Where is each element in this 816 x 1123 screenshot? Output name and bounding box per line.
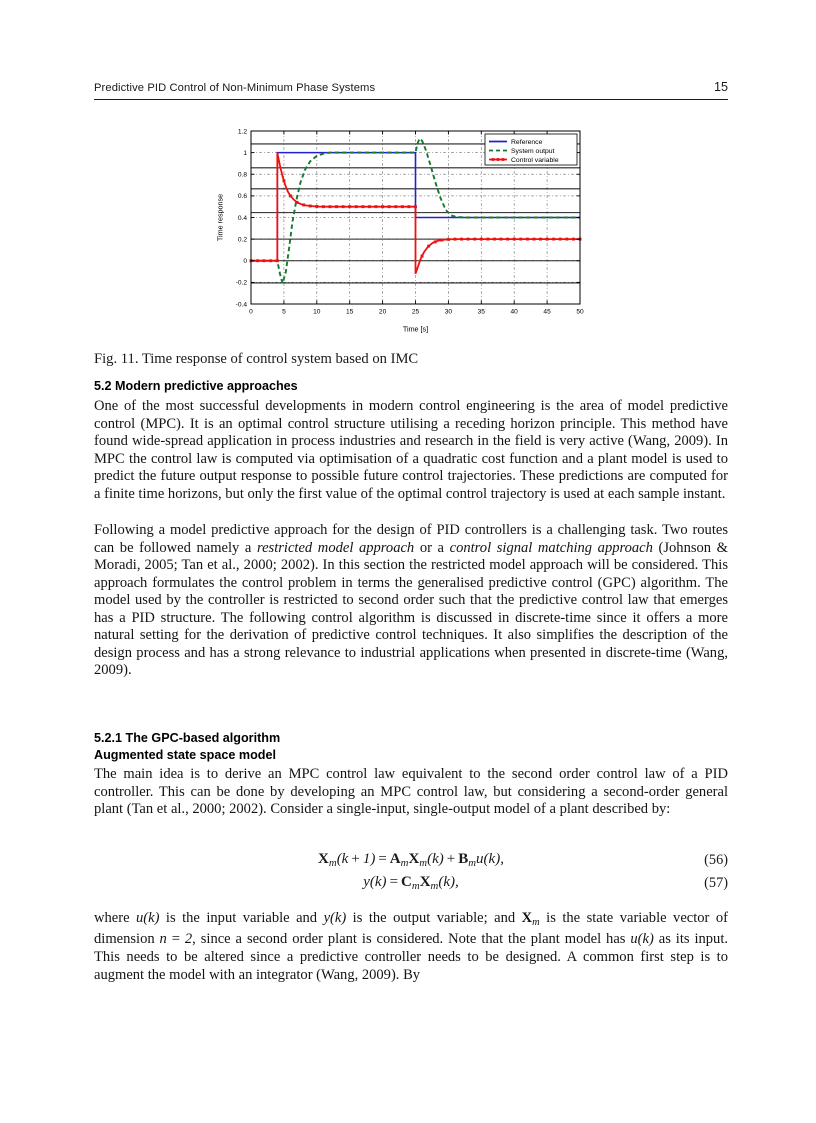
subheading-augmented-state-space-model: Augmented state space model [94,748,276,762]
header-title: Predictive PID Control of Non-Minimum Phase Systems [94,82,376,94]
paragraph-5-2-1: One of the most successful developments in modern control engineering is the area of model predictive control (MPC). It is an optimal control structure utilising a receding horizon principle. This method have found wide-spread application in process industries and research in the field is very active (Wang, 2009). In MPC the control law is computed via optimisation of a quadratic cost function and a plant model is used to predict the future output response to possible future control trajectories. These predictions are computed for a finite time horizons, but only the first value of the optimal control trajectory is used at each sample instant. [94,398,728,502]
svg-text:System output: System output [511,147,555,155]
p2-text-c: (Johnson & Moradi, 2005; Tan et al., 2000; 2002). In this section the restricted model approach will be considered. This approach formulates the control problem in terms the generalised predictive control (GPC) algorithm. The model used by the controller is restricted to second order such that the predictive control law that emerges has a PID structure. The following control algorithm is discussed in discrete-time since it offers a more natural setting for the derivation of predictive control techniques. It also simplifies the description of the design process and has a strong relevance to industrial applications when presented in discrete-time (Wang, 2009). [94,539,728,679]
figure-caption: Fig. 11. Time response of control system based on IMC [94,351,419,367]
cp-t1: where [94,910,137,926]
cp-t5: = [166,931,185,948]
svg-text:5: 5 [282,308,286,316]
svg-text:Time response: Time response [215,193,225,242]
equation-56-number: (56) [704,852,728,868]
p2-italic-control-signal-matching: control signal matching approach [449,539,653,556]
equation-57-number: (57) [704,875,728,891]
cp-m5: 2 [184,931,193,948]
equation-57-body: $y(k) = C_mX_m(k)$, [363,874,459,893]
svg-text:35: 35 [477,308,485,316]
time-response-chart [213,122,588,336]
cp-m4: n [159,931,167,948]
svg-text:1: 1 [243,149,247,157]
p2-italic-restricted-model: restricted model approach [256,539,415,556]
cp-t7: as its input. This needs to be altered since a predictive controller needs to be designed. A common first step is to augment the model with an integrator (Wang, 2009). By [94,931,729,983]
svg-text:0.4: 0.4 [237,214,247,222]
svg-text:Control variable: Control variable [511,156,559,164]
page-header [94,80,728,94]
cp-m3-sub: m [532,916,540,928]
section-heading-5-2: 5.2 Modern predictive approaches [94,379,298,393]
svg-text:-0.2: -0.2 [235,279,247,287]
page-number: 15 [713,80,728,94]
cp-m1: u(k) [136,910,160,926]
cp-m6: u(k) [630,931,654,948]
paragraph-closing [94,910,728,984]
equation-56 [94,851,728,874]
paragraph-5-2-1-1: The main idea is to derive an MPC control law equivalent to the second order control law of a PID controller. This can be done by developing an MPC control law, but considering a second-order general plant (Tan et al., 2000; 2002). Consider a single-input, single-output model of a plant described by: [94,766,728,818]
svg-text:Reference: Reference [511,138,543,146]
equation-57 [94,874,728,897]
svg-text:0: 0 [243,258,247,266]
header-rule [94,99,728,100]
svg-text:0.2: 0.2 [237,236,247,244]
cp-m2: y(k) [323,910,347,926]
p2-text-b: or a [414,539,450,556]
equation-56-body: $X_m(k + 1) = A_mX_m(k) + B_mu(k)$, [318,851,504,870]
equation-block [94,851,728,897]
svg-text:25: 25 [411,308,420,316]
svg-text:10: 10 [313,308,321,316]
svg-text:0.8: 0.8 [237,171,247,179]
cp-t4: is the state variable vector of dimension [94,910,728,948]
svg-text:1.2: 1.2 [237,128,247,136]
p2-text-a: Following a model predictive approach for the design of PID controllers is a challenging task. Two routes can be followed namely a [94,522,728,556]
svg-text:45: 45 [543,308,551,316]
paragraph-5-2-2 [94,522,728,680]
svg-text:-0.4: -0.4 [235,301,247,309]
section-heading-5-2-1: 5.2.1 The GPC-based algorithm [94,731,281,745]
svg-text:40: 40 [510,308,518,316]
cp-t2: is the input variable and [159,910,324,926]
cp-t3: is the output variable; and [346,910,522,926]
svg-text:20: 20 [378,308,387,316]
svg-text:0.6: 0.6 [237,193,247,201]
svg-text:Time [s]: Time [s] [402,324,429,334]
svg-text:50: 50 [576,308,584,316]
svg-text:15: 15 [346,308,354,316]
cp-t6: , since a second order plant is considered. Note that the plant model has [192,931,631,948]
svg-text:30: 30 [444,308,453,316]
figure-11 [213,122,588,336]
cp-m3: X [521,910,533,926]
svg-text:0: 0 [249,308,253,316]
